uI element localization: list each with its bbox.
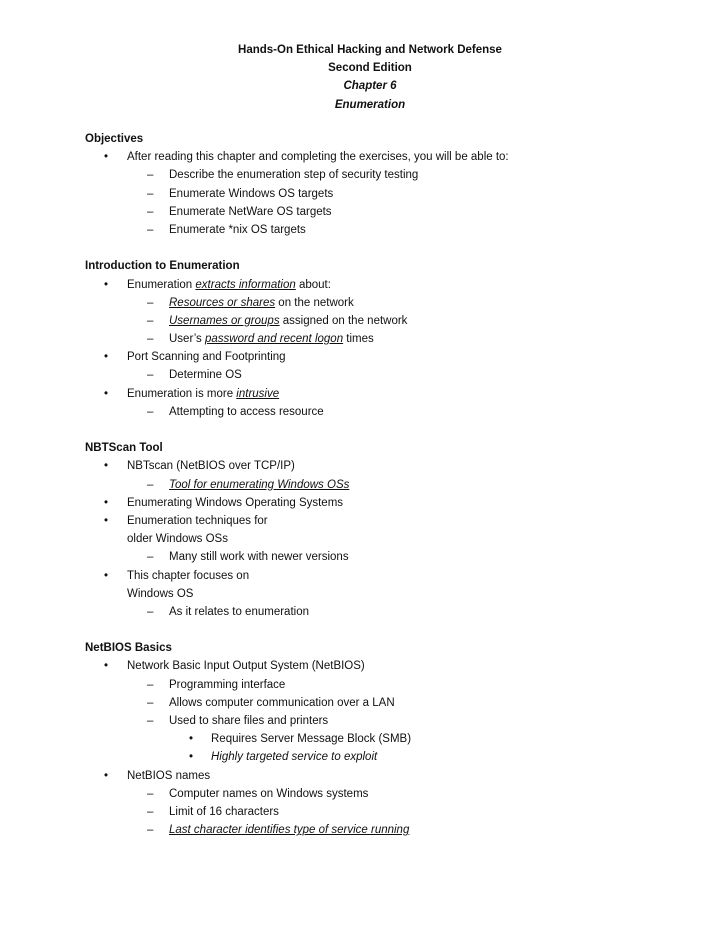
dash-marker: – [147,314,154,327]
dash-marker: – [147,605,154,618]
dash-marker: – [147,551,154,564]
section-spacer [85,621,685,639]
bullet-text: Enumerating Windows Operating Systems [127,496,344,509]
bullet-marker: • [104,514,109,527]
dash-item [85,712,685,730]
dash-item [85,548,685,566]
dash-item [85,330,685,348]
bullet-text-post: about: [295,278,331,291]
bullet-item [85,767,685,785]
sub-bullet-item [85,748,685,766]
document-body [85,130,685,839]
bullet-marker: • [189,751,194,764]
sub-bullet-text: Requires Server Message Block (SMB) [211,733,412,746]
bullet-text: NetBIOS names [127,769,211,782]
dash-marker: – [147,169,154,182]
dash-text: As it relates to enumeration [169,605,309,618]
emphasis-text: Usernames or groups [169,314,280,327]
dash-marker: – [147,187,154,200]
dash-item [85,166,685,184]
dash-text: Allows computer communication over a LAN [169,696,395,709]
emphasis-text: password and recent logon [205,333,344,346]
bullet-text: Enumeration techniques for [127,514,268,527]
dash-marker: – [147,824,154,837]
topic-label: Enumeration [334,98,406,111]
dash-marker: – [147,715,154,727]
dash-marker: – [147,223,154,236]
emphasis-text: Tool for enumerating Windows OSs [169,478,350,491]
dash-marker: – [147,205,154,218]
section-spacer [85,421,685,439]
bullet-item [85,148,685,166]
emphasis-text: extracts information [195,278,296,291]
dash-text: Attempting to access resource [169,405,324,418]
document-title: Hands-On Ethical Hacking and Network Defense [238,44,502,56]
dash-text: Determine OS [169,369,242,382]
dash-marker: – [147,696,154,709]
bullet-marker: • [104,496,109,509]
bullet-text: Network Basic Input Output System (NetBIOS) [127,660,365,673]
dash-item [85,221,685,239]
bullet-text: Port Scanning and Footprinting [127,351,286,364]
bullet-text-pre: Enumeration is more [127,387,237,400]
section-heading-objectives: Objectives [85,133,144,145]
bullet-marker: • [104,387,109,400]
bullet-marker: • [104,151,109,164]
dash-text-post: times [343,333,374,346]
bullet-marker: • [104,769,109,782]
bullet-item [85,276,685,294]
dash-item [85,312,685,330]
dash-text-post: on the network [275,296,354,309]
dash-marker: – [147,405,154,418]
bullet-text: This chapter focuses on [127,569,250,582]
chapter-label: Chapter 6 [343,80,397,93]
bullet-item [85,348,685,366]
dash-item [85,821,685,839]
dash-item [85,785,685,803]
dash-item [85,603,685,621]
sub-bullet-item [85,730,685,748]
section-heading-nbtscan: NBTScan Tool [85,442,163,455]
bullet-text: After reading this chapter and completing the exercises, you will be able to: [127,151,509,164]
dash-item [85,294,685,312]
dash-item [85,694,685,712]
bullet-marker: • [104,569,109,582]
sub-bullet-text: Highly targeted service to exploit [211,751,378,764]
bullet-text-pre: Enumeration [127,278,196,291]
bullet-item [85,457,685,475]
bullet-text: NBTscan (NetBIOS over TCP/IP) [127,460,295,473]
dash-item [85,803,685,821]
dash-text: Limit of 16 characters [169,805,279,818]
dash-text: Enumerate *nix OS targets [169,223,306,236]
dash-marker: – [147,787,154,800]
dash-item [85,676,685,694]
dash-text: Many still work with newer versions [169,551,349,564]
section-heading-netbios: NetBIOS Basics [85,642,172,655]
dash-text: Enumerate NetWare OS targets [169,205,332,218]
emphasis-text: Last character identifies type of service running [169,824,410,837]
bullet-item [85,567,685,585]
dash-marker: – [147,478,154,491]
dash-text: Computer names on Windows systems [169,787,369,800]
dash-text: Enumerate Windows OS targets [169,187,334,200]
dash-item [85,185,685,203]
bullet-marker: • [104,278,109,291]
document-header [0,41,720,114]
bullet-item [85,657,685,675]
dash-text: Describe the enumeration step of security testing [169,169,419,182]
bullet-text: older Windows OSs [127,533,228,546]
bullet-continuation [85,585,685,603]
section-spacer [85,239,685,257]
bullet-item [85,385,685,403]
dash-marker: – [147,296,154,309]
edition-label: Second Edition [328,62,412,75]
dash-text-pre: User’s [169,333,205,346]
dash-text-post: assigned on the network [279,314,408,327]
bullet-text: Windows OS [127,587,194,600]
dash-text: Used to share files and printers [169,715,329,727]
dash-marker: – [147,678,154,691]
bullet-marker: • [189,733,194,746]
bullet-continuation [85,530,685,548]
bullet-marker: • [104,460,109,473]
bullet-marker: • [104,351,109,364]
dash-marker: – [147,369,154,382]
bullet-item [85,494,685,512]
dash-text: Programming interface [169,678,286,691]
dash-item [85,403,685,421]
section-heading-introduction: Introduction to Enumeration [85,260,240,273]
dash-marker: – [147,333,154,346]
dash-marker: – [147,805,154,818]
emphasis-text: Resources or shares [169,296,276,309]
dash-item [85,366,685,384]
bullet-marker: • [104,660,109,673]
emphasis-text: intrusive [236,387,280,400]
dash-item [85,476,685,494]
bullet-item [85,512,685,530]
dash-item [85,203,685,221]
